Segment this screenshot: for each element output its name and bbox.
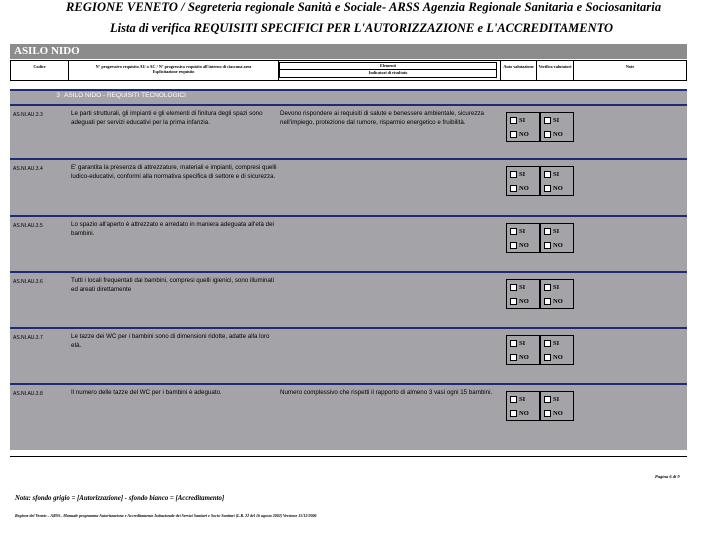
checkbox-label: SI xyxy=(519,116,526,124)
verifica-si-checkbox[interactable] xyxy=(544,282,574,292)
auto-no-checkbox[interactable] xyxy=(510,240,540,250)
checkbox-label: SI xyxy=(519,170,526,178)
checkbox-label: NO xyxy=(519,409,529,417)
checkbox-square-icon[interactable] xyxy=(510,354,517,361)
auto-checkbox-group xyxy=(506,166,540,196)
checkbox-label: SI xyxy=(553,227,560,235)
verifica-checkbox-group xyxy=(540,223,574,253)
table-row xyxy=(10,160,687,212)
auto-checkbox-group xyxy=(506,335,540,365)
checkbox-label: SI xyxy=(519,339,526,347)
verifica-no-checkbox[interactable] xyxy=(544,129,574,139)
row-divider xyxy=(10,89,687,91)
checkbox-square-icon[interactable] xyxy=(544,284,551,291)
requirement-code: AS.NI.AU.3.6 xyxy=(13,279,43,285)
checkbox-square-icon[interactable] xyxy=(544,354,551,361)
checkbox-square-icon[interactable] xyxy=(544,340,551,347)
table-row xyxy=(10,329,687,381)
auto-checkbox-group xyxy=(506,279,540,309)
auto-si-checkbox[interactable] xyxy=(510,282,540,292)
checkbox-square-icon[interactable] xyxy=(510,131,517,138)
checkbox-label: SI xyxy=(519,395,526,403)
checkbox-label: NO xyxy=(553,409,563,417)
checkbox-label: SI xyxy=(519,227,526,235)
auto-si-checkbox[interactable] xyxy=(510,338,540,348)
checkbox-label: NO xyxy=(553,184,563,192)
section-title: ASILO NIDO xyxy=(10,44,687,59)
checkbox-square-icon[interactable] xyxy=(510,298,517,305)
checkbox-label: SI xyxy=(553,395,560,403)
checkbox-square-icon[interactable] xyxy=(544,171,551,178)
checkbox-square-icon[interactable] xyxy=(544,228,551,235)
checkbox-label: NO xyxy=(519,353,529,361)
auto-si-checkbox[interactable] xyxy=(510,115,540,125)
column-header xyxy=(10,60,687,81)
checkbox-square-icon[interactable] xyxy=(510,396,517,403)
requirement-text: Il numero delle tazze del WC per i bambini è adeguato. xyxy=(71,389,222,396)
requirement-text: Le tazze dei WC per i bambini sono di dimensioni ridotte, adatte alla loro età. xyxy=(71,333,270,349)
footer-text: Regione del Veneto – ARSS– Manuale programma Autorizzazione e Accreditamento Istituzionale dei Servizi Sanitari e Socio-Sanitari (L.R. 22 del 16 agosto 2002) Versione 15/12/2006 xyxy=(15,513,317,518)
col-requisito: N° progressivo requisito AU o AC / N° progressivo requisito all'interno di ciascuna area Esplicitazione requisito xyxy=(69,61,279,80)
verifica-checkbox-group xyxy=(540,335,574,365)
checkbox-square-icon[interactable] xyxy=(510,242,517,249)
verifica-no-checkbox[interactable] xyxy=(544,183,574,193)
auto-no-checkbox[interactable] xyxy=(510,296,540,306)
auto-no-checkbox[interactable] xyxy=(510,129,540,139)
checkbox-square-icon[interactable] xyxy=(510,117,517,124)
col-elementi: Elementi Indicatori di risultato xyxy=(279,62,497,79)
verifica-no-checkbox[interactable] xyxy=(544,296,574,306)
verifica-si-checkbox[interactable] xyxy=(544,115,574,125)
requirement-text: Tutti i locali frequentati dai bambini, compresi quelli igienici, sono illuminati ed areati direttamente xyxy=(71,277,275,293)
page-number: Pagina 6 di 9 xyxy=(655,474,680,479)
row-divider xyxy=(10,383,687,385)
verifica-checkbox-group xyxy=(540,391,574,421)
checkbox-label: NO xyxy=(519,184,529,192)
requirement-text: Le parti strutturali, gli impianti e gli elementi di finitura degli spazi sono adeguati per servizi educativi per la prima infanzia. xyxy=(71,110,263,126)
verifica-si-checkbox[interactable] xyxy=(544,338,574,348)
checkbox-square-icon[interactable] xyxy=(544,131,551,138)
checkbox-label: NO xyxy=(553,130,563,138)
row-divider xyxy=(10,327,687,329)
requirement-code: AS.NI.AU.3.5 xyxy=(13,223,43,229)
bottom-rule xyxy=(10,456,687,457)
auto-si-checkbox[interactable] xyxy=(510,394,540,404)
checkbox-label: NO xyxy=(519,297,529,305)
checkbox-label: NO xyxy=(553,353,563,361)
checkbox-square-icon[interactable] xyxy=(544,117,551,124)
auto-checkbox-group xyxy=(506,391,540,421)
verifica-checkbox-group xyxy=(540,166,574,196)
verifica-si-checkbox[interactable] xyxy=(544,169,574,179)
row-divider xyxy=(10,215,687,217)
checkbox-square-icon[interactable] xyxy=(510,410,517,417)
checkbox-square-icon[interactable] xyxy=(510,340,517,347)
auto-checkbox-group xyxy=(506,223,540,253)
verifica-no-checkbox[interactable] xyxy=(544,408,574,418)
checkbox-square-icon[interactable] xyxy=(544,185,551,192)
row-divider xyxy=(10,271,687,273)
auto-checkbox-group xyxy=(506,112,540,142)
checkbox-label: SI xyxy=(553,339,560,347)
auto-no-checkbox[interactable] xyxy=(510,183,540,193)
checkbox-label: NO xyxy=(553,241,563,249)
header-title: REGIONE VENETO / Segreteria regionale Sanità e Sociale- ARSS Agenzia Regionale Sanitaria e Sociosanitaria xyxy=(66,0,662,14)
checkbox-label: SI xyxy=(519,283,526,291)
auto-no-checkbox[interactable] xyxy=(510,352,540,362)
table-row xyxy=(10,106,687,158)
checkbox-label: NO xyxy=(553,297,563,305)
checkbox-square-icon[interactable] xyxy=(544,410,551,417)
checkbox-label: SI xyxy=(553,283,560,291)
checkbox-square-icon[interactable] xyxy=(544,242,551,249)
auto-si-checkbox[interactable] xyxy=(510,169,540,179)
table-row xyxy=(10,217,687,269)
col-note: Note xyxy=(625,64,635,69)
requirement-elements: Devono rispondere ai requisiti di salute e benessere ambientale, sicurezza nell'impiego, protezione dal rumore, risparmio energetico e fruibilità. xyxy=(280,110,484,126)
verifica-checkbox-group xyxy=(540,279,574,309)
checkbox-square-icon[interactable] xyxy=(510,171,517,178)
checkbox-label: NO xyxy=(519,130,529,138)
checkbox-label: SI xyxy=(553,170,560,178)
checkbox-label: NO xyxy=(519,241,529,249)
header-subtitle: Lista di verifica REQUISITI SPECIFICI PER L'AUTORIZZAZIONE e L'ACCREDITAMENTO xyxy=(110,21,614,35)
requirement-code: AS.NI.AU.3.4 xyxy=(13,166,43,172)
verifica-si-checkbox[interactable] xyxy=(544,394,574,404)
requirement-elements: Numero complessivo che rispetti il rapporto di almeno 3 vasi ogni 15 bambini. xyxy=(280,389,493,396)
verifica-si-checkbox[interactable] xyxy=(544,226,574,236)
requirement-text: Lo spazio all'aperto è attrezzato e arredato in maniera adeguata all'età dei bambini. xyxy=(71,221,274,237)
requirement-code: AS.NI.AU.3.3 xyxy=(13,112,43,118)
verifica-checkbox-group xyxy=(540,112,574,142)
auto-si-checkbox[interactable] xyxy=(510,226,540,236)
col-verifica: Verifica valutatori xyxy=(537,61,574,80)
subsection-header: 3 ASILO NIDO - REQUISITI TECNOLOGICI xyxy=(56,92,186,99)
checkbox-square-icon[interactable] xyxy=(544,396,551,403)
verifica-no-checkbox[interactable] xyxy=(544,352,574,362)
col-codice: Codice xyxy=(11,61,69,80)
requirement-code: AS.NI.AU.3.7 xyxy=(13,335,43,341)
col-auto: Auto valutazione xyxy=(500,61,537,80)
legend-note: Nota: sfondo grigio = [Autorizzazione] - sfondo bianco = [Accreditamento] xyxy=(15,495,225,502)
checkbox-square-icon[interactable] xyxy=(510,228,517,235)
auto-no-checkbox[interactable] xyxy=(510,408,540,418)
checkbox-square-icon[interactable] xyxy=(544,298,551,305)
requirement-code: AS.NI.AU.3.8 xyxy=(13,391,43,397)
verifica-no-checkbox[interactable] xyxy=(544,240,574,250)
row-divider xyxy=(10,158,687,160)
checkbox-label: SI xyxy=(553,116,560,124)
table-row xyxy=(10,273,687,325)
requirement-text: E' garantita la presenza di attrezzature, materiali e impianti, compresi quelli ludico-educativi, conformi alla normativa specifica di settore e di sicurezza. xyxy=(71,164,277,180)
checkbox-square-icon[interactable] xyxy=(510,284,517,291)
checkbox-square-icon[interactable] xyxy=(510,185,517,192)
table-row xyxy=(10,385,687,437)
